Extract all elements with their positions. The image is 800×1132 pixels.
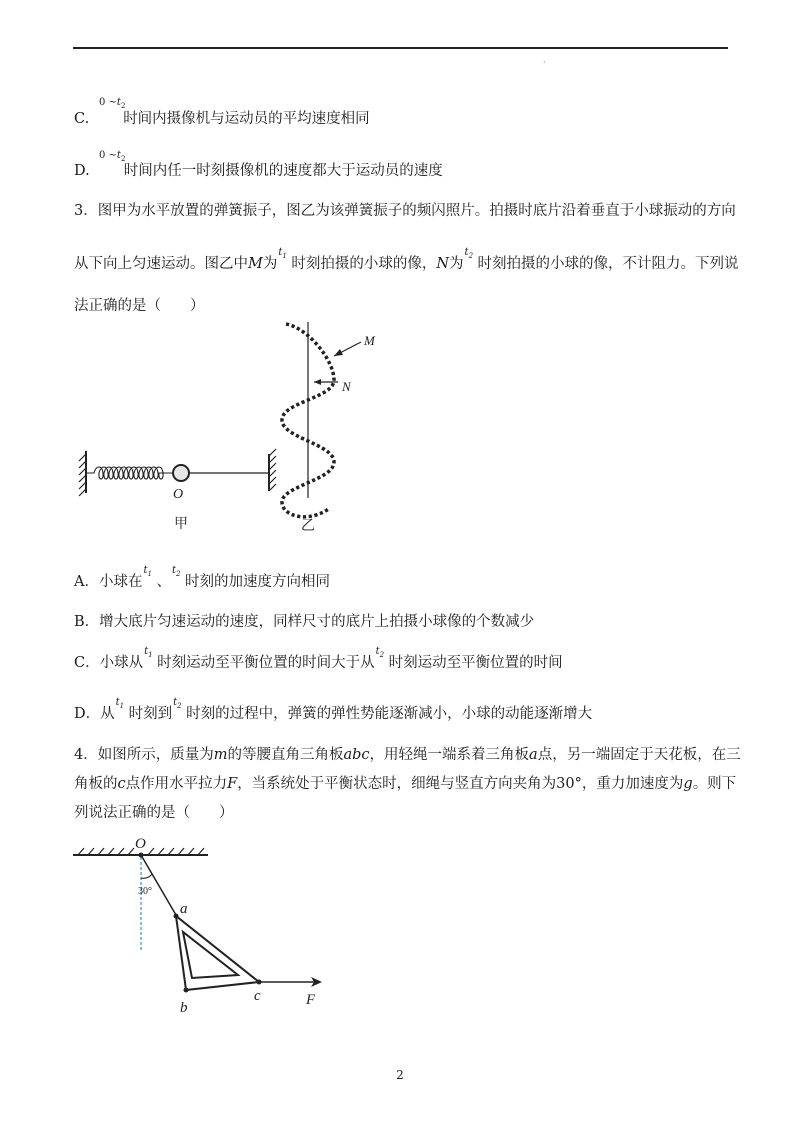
label-b: b (180, 1000, 188, 1016)
q3-option-a: A．小球在 $t_1$ 、 $t_2$ 时刻的加速度方向相同 (74, 565, 330, 590)
triangle-inner (183, 932, 238, 978)
q3-option-c: C．小球从 $t_1$ 时刻运动至平衡位置的时间大于从 $t_2$ 时刻运动至平衡位置的时间 (74, 646, 563, 671)
header-mark: · (543, 58, 546, 67)
triangle-outer (176, 916, 259, 990)
caption-yi: 乙 (301, 518, 315, 534)
q3-stem-line3: 法正确的是（ ） (74, 298, 205, 314)
point-O (139, 853, 144, 858)
q2-option-d: D. 时间内任一时刻摄像机的速度都大于运动员的速度 (74, 163, 443, 179)
q4-figure (68, 830, 338, 1020)
q2-optC-range: 0 $\sim t_2$ (99, 97, 126, 110)
caption-jia: 甲 (174, 516, 188, 532)
point-a (174, 914, 179, 919)
label-c: c (254, 988, 261, 1004)
spring-oscillator-diagram (79, 322, 361, 517)
label-angle: 30° (138, 886, 152, 897)
header-rule (73, 47, 728, 49)
angle-arc (141, 874, 152, 878)
label-M: M (364, 333, 375, 348)
q3-figure (70, 318, 375, 540)
ball (173, 465, 189, 481)
q3-option-d: D．从 $t_1$ 时刻到 $t_2$ 时刻的过程中，弹簧的弹性势能逐渐减小，小球的动能逐渐增大 (74, 697, 593, 722)
page-number: 2 (396, 1068, 404, 1082)
q3-stem-line2: 从下向上匀速运动。图乙中M为 $t_1$ 时刻拍摄的小球的像，N为 $t_2$ 时刻拍摄的小球的像，不计阻力。下列说 (74, 247, 739, 272)
q4-stem-line3: 列说法正确的是（ ） (74, 805, 234, 821)
q3-stem-line1: 3．图甲为水平放置的弹簧振子，图乙为该弹簧振子的频闪照片。拍摄时底片沿着垂直于小球振动的方向 (74, 203, 736, 219)
point-b (184, 988, 189, 993)
point-c (257, 980, 262, 985)
q4-stem-line2: 角板的c点作用水平拉力F，当系统处于平衡状态时，细绳与竖直方向夹角为30°，重力加速度为g。则下 (74, 776, 737, 792)
label-O: O (135, 836, 146, 852)
label-O: O (173, 487, 184, 502)
q2-optD-range: 0 $\sim t_2$ (99, 150, 126, 163)
rope (141, 855, 176, 915)
q3-option-b: B．增大底片匀速运动的速度，同样尺寸的底片上拍摄小球像的个数减少 (74, 614, 535, 630)
label-N: N (342, 379, 351, 394)
spring-coil (86, 467, 173, 479)
q4-stem-line1: 4．如图所示，质量为m的等腰直角三角板abc，用轻绳一端系着三角板a点，另一端固定于天花板，在三 (74, 747, 741, 763)
label-a: a (180, 901, 188, 917)
q2-option-c: C. 时间内摄像机与运动员的平均速度相同 (74, 111, 370, 127)
label-F: F (306, 992, 316, 1008)
